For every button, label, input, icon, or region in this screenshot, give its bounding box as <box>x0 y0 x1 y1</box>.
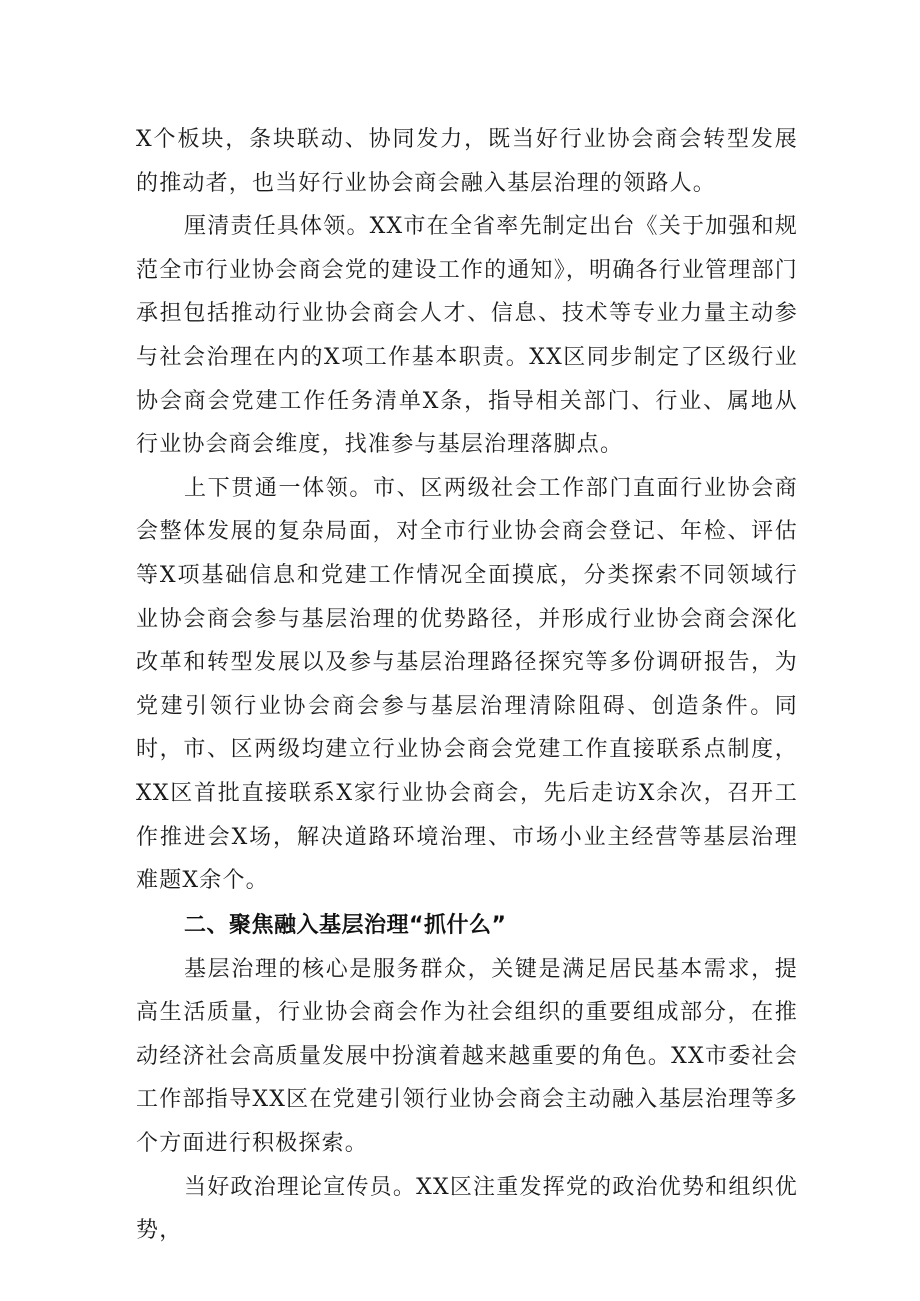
document-body <box>136 118 798 1253</box>
paragraph-1: X个板块，条块联动、协同发力，既当好行业协会商会转型发展的推动者，也当好行业协会商会融入基层治理的领路人。 <box>136 127 798 196</box>
paragraph-3: 上下贯通一体领。市、区两级社会工作部门直面行业协会商会整体发展的复杂局面，对全市行业协会商会登记、年检、评估等X项基础信息和党建工作情况全面摸底，分类探索不同领域行业协会商会参与基层治理的优势路径，并形成行业协会商会深化改革和转型发展以及参与基层治理路径探究等多份调研报告，为党建引领行业协会商会参与基层治理清除阻碍、创造条件。同时，市、区两级均建立行业协会商会党建工作直接联系点制度，XX区首批直接联系X家行业协会商会，先后走访X余次，召开工作推进会X场，解决道路环境治理、市场小业主经营等基层治理难题X余个。 <box>136 475 798 894</box>
paragraph-4: 基层治理的核心是服务群众，关键是满足居民基本需求，提高生活质量，行业协会商会作为社会组织的重要组成部分，在推动经济社会高质量发展中扮演着越来越重要的角色。XX市委社会工作部指导XX区在党建引领行业协会商会主动融入基层治理等多个方面进行积极探索。 <box>136 956 798 1157</box>
paragraph-2: 厘清责任具体领。XX市在全省率先制定出台《关于加强和规范全市行业协会商会党的建设工作的通知》，明确各行业管理部门承担包括推动行业协会商会人才、信息、技术等专业力量主动参与社会治理在内的X项工作基本职责。XX区同步制定了区级行业协会商会党建工作任务清单X条，指导相关部门、行业、属地从行业协会商会维度，找准参与基层治理落脚点。 <box>136 214 798 458</box>
paragraph-5: 当好政治理论宣传员。XX区注重发挥党的政治优势和组织优势， <box>136 1174 798 1244</box>
section-heading: 二、聚焦融入基层治理“抓什么” <box>184 912 507 938</box>
